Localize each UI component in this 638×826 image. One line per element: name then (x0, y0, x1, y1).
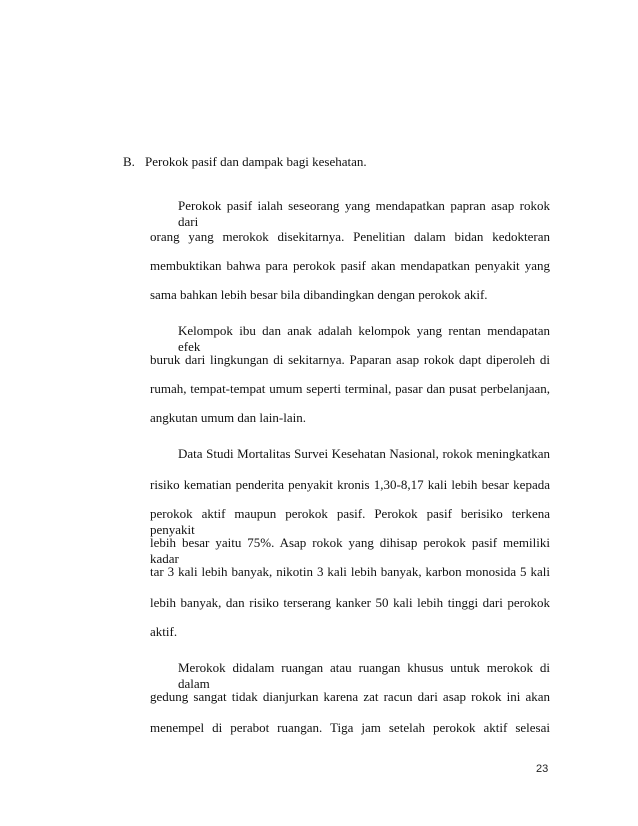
paragraph-3-line-6: lebih banyak, dan risiko terserang kanker 50 kali lebih tinggi dari perokok (150, 595, 550, 610)
section-letter: B. (123, 154, 135, 169)
paragraph-3-line-5: tar 3 kali lebih banyak, nikotin 3 kali lebih banyak, karbon monosida 5 kali (150, 564, 550, 579)
paragraph-3-line-7: aktif. (150, 624, 178, 639)
paragraph-1-line-4: sama bahkan lebih besar bila dibandingkan dengan perokok akif. (150, 287, 488, 302)
paragraph-1-line-2: orang yang merokok disekitarnya. Penelitian dalam bidan kedokteran (150, 229, 550, 244)
paragraph-2-line-2: buruk dari lingkungan di sekitarnya. Paparan asap rokok dapt diperoleh di (150, 352, 550, 367)
paragraph-2-line-1: Kelompok ibu dan anak adalah kelompok yang rentan mendapatan efek (178, 323, 550, 354)
paragraph-1-line-3: membuktikan bahwa para perokok pasif akan mendapatkan penyakit yang (150, 258, 550, 273)
paragraph-4-line-2: gedung sangat tidak dianjurkan karena zat racun dari asap rokok ini akan (150, 689, 550, 704)
paragraph-3-line-3: perokok aktif maupun perokok pasif. Perokok pasif berisiko terkena penyakit (150, 506, 550, 537)
paragraph-2-line-4: angkutan umum dan lain-lain. (150, 410, 306, 425)
section-title: Perokok pasif dan dampak bagi kesehatan. (145, 154, 367, 169)
paragraph-4-line-1: Merokok didalam ruangan atau ruangan khusus untuk merokok di dalam (178, 660, 550, 691)
page-number: 23 (536, 763, 549, 775)
section-heading (123, 154, 367, 170)
paragraph-3-line-1: Data Studi Mortalitas Survei Kesehatan Nasional, rokok meningkatkan (178, 446, 550, 461)
paragraph-1-line-1: Perokok pasif ialah seseorang yang mendapatkan papran asap rokok dari (178, 198, 550, 229)
paragraph-3-line-2: risiko kematian penderita penyakit kronis 1,30-8,17 kali lebih besar kepada (150, 477, 550, 492)
paragraph-2-line-3: rumah, tempat-tempat umum seperti terminal, pasar dan pusat perbelanjaan, (150, 381, 550, 396)
paragraph-4-line-3: menempel di perabot ruangan. Tiga jam setelah perokok aktif selesai (150, 720, 550, 735)
paragraph-3-line-4: lebih besar yaitu 75%. Asap rokok yang dihisap perokok pasif memiliki kadar (150, 535, 550, 566)
